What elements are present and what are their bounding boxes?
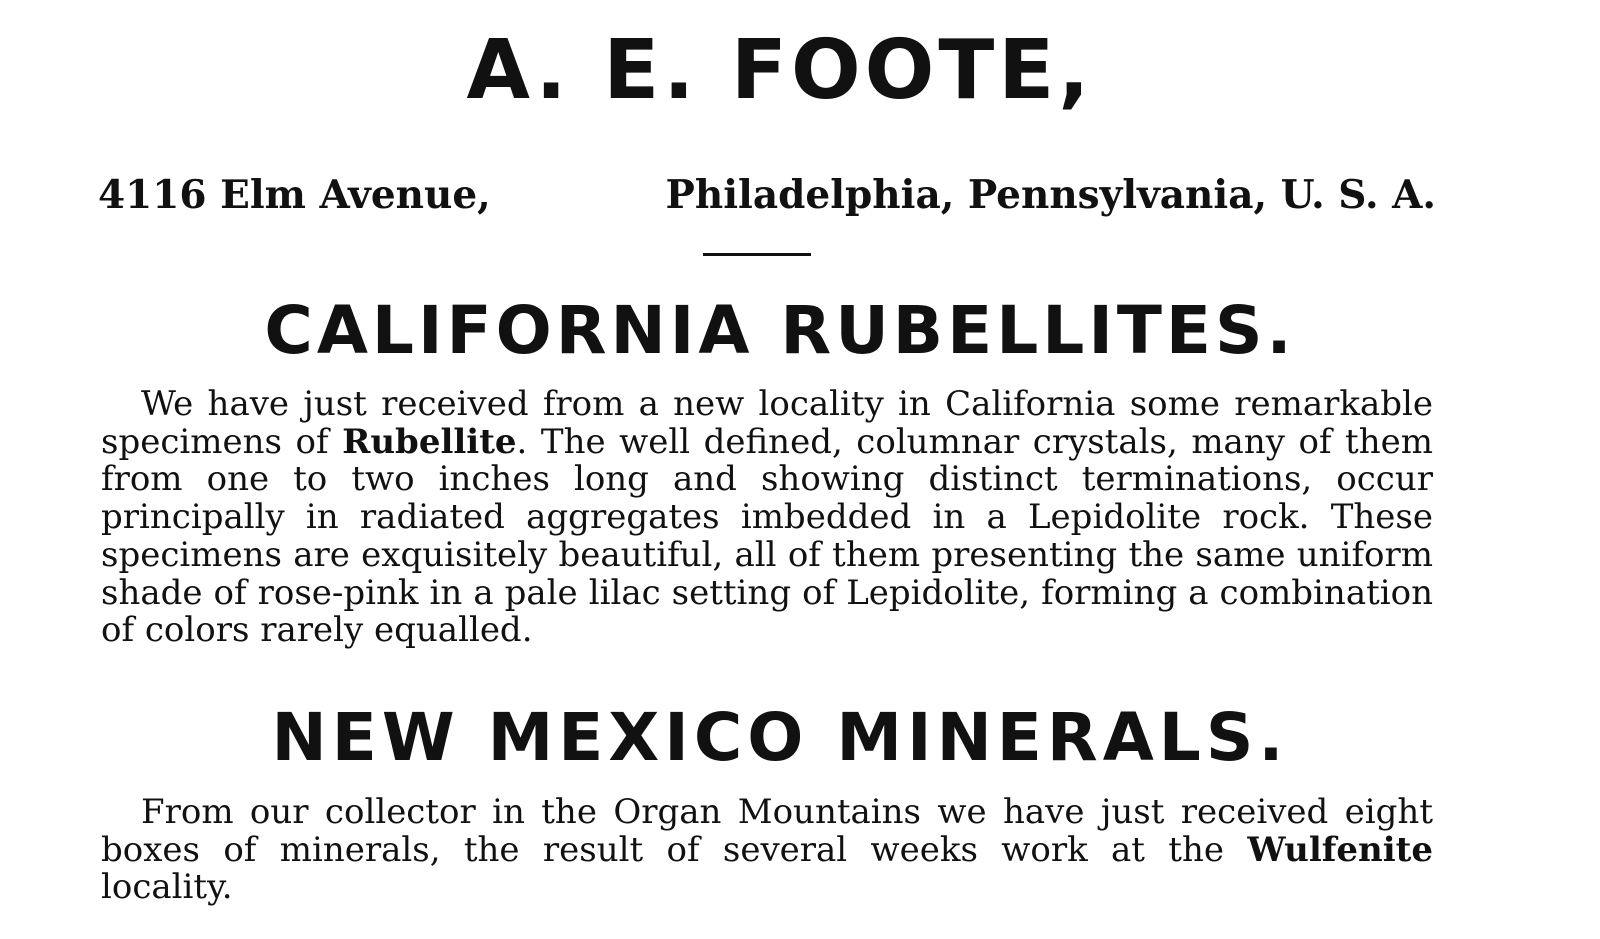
paragraph-text-after-rubellite: . The well defined, columnar crystals, many of them from one to two inches long and showing distinct terminations, occur principally in radiated aggregates imbedded in a Lepidolite rock. These specimens are exquisitely beautiful, all of them presenting the same uniform shade of rose-pink in a pale lilac setting of Lepidolite, forming a combination of colors rarely equalled. [101,421,1433,651]
new-mexico-minerals-paragraph [101,794,1433,907]
paragraph-text-before-rubellite: We have just received from a new locality in California some remarkable specimens of [101,384,1433,462]
cropped-next-line [101,910,1433,922]
paragraph-text-after-wulfenite: locality. [101,867,233,908]
california-rubellites-heading: CALIFORNIA RUBELLITES. [264,292,1296,369]
paragraph-text-before-wulfenite: From our collector in the Organ Mountains we have just received eight boxes of minerals, the result of several weeks work at the [101,792,1433,870]
city-state-country: Philadelphia, Pennsylvania, U. S. A. [665,172,1436,218]
rubellite-term: Rubellite [342,421,517,462]
header-divider [703,253,811,256]
new-mexico-minerals-heading: NEW MEXICO MINERALS. [271,699,1289,776]
wulfenite-term: Wulfenite [1247,829,1433,870]
california-rubellites-paragraph [101,386,1433,650]
dealer-name-title: A. E. FOOTE, [466,23,1094,118]
street-address: 4116 Elm Avenue, [98,172,491,218]
